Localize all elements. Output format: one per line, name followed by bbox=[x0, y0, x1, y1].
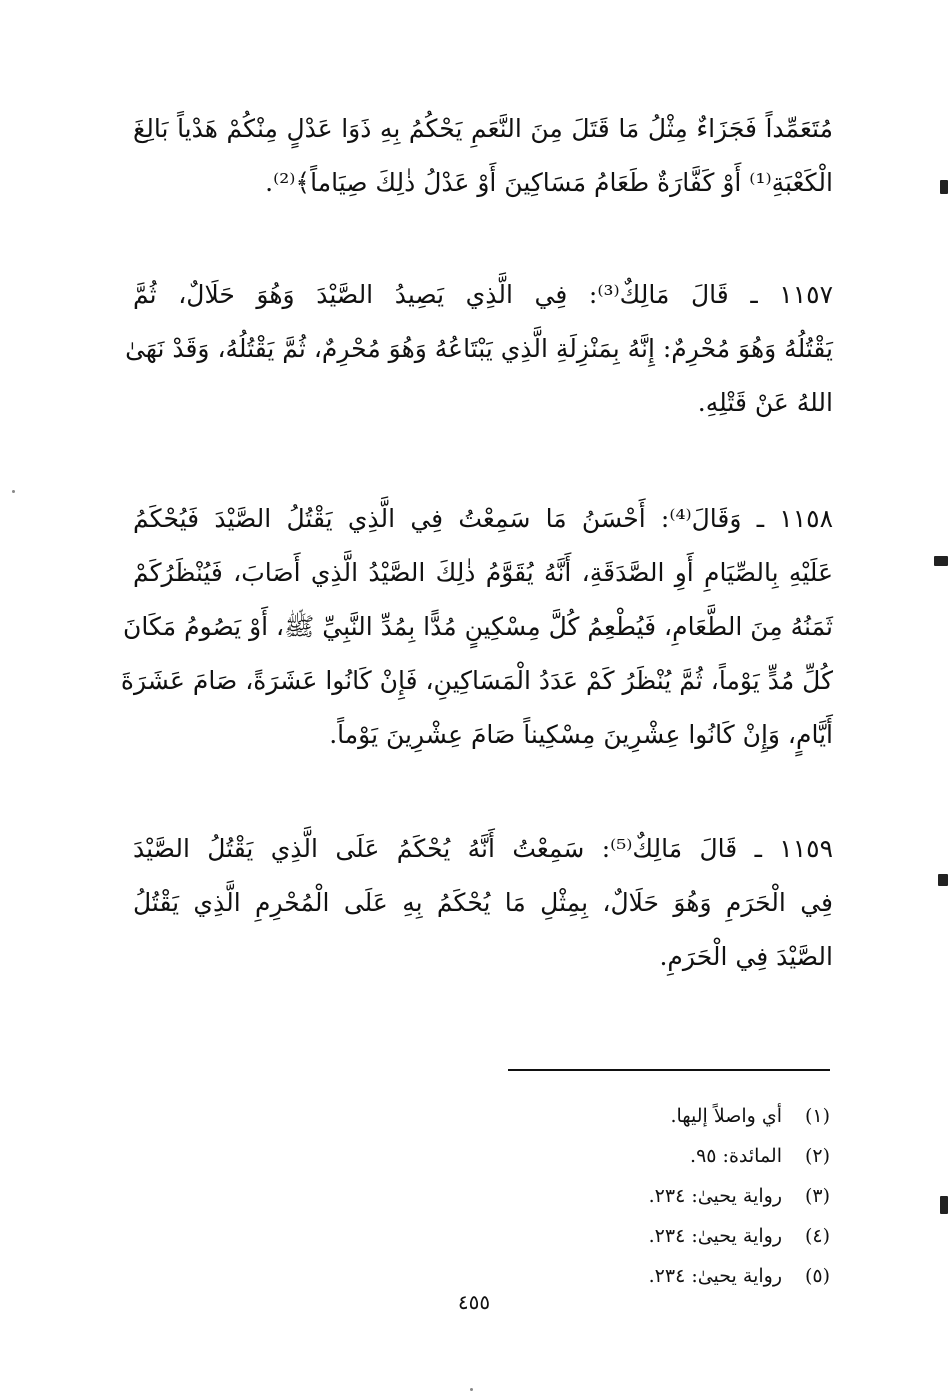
footnote-item bbox=[560, 1176, 830, 1216]
text-line: فِي الْحَرَمِ وَهُوَ حَلَالٌ، بِمِثْلِ مَا يُحْكَمُ بِهِ عَلَى الْمُحْرِمِ الَّذِي يَقْتُلُ bbox=[133, 888, 833, 917]
footnote-text: المائدة: ٩٥. bbox=[690, 1145, 782, 1167]
text-line: مُتَعَمِّداً فَجَزَاءٌ مِثْلُ مَا قَتَلَ مِنَ النَّعَمِ يَحْكُمُ بِهِ ذَوَا عَدْلٍ مِنْكُمْ هَدْياً بَالِغَ bbox=[133, 114, 833, 143]
scan-speck bbox=[12, 490, 15, 493]
scan-edge-mark bbox=[938, 874, 948, 886]
text-line: ١١٥٧ ـ قَالَ مَالِكٌ⁽³⁾: فِي الَّذِي يَصِيدُ الصَّيْدَ وَهُوَ حَلَالٌ، ثُمَّ bbox=[133, 280, 833, 309]
footnote-item bbox=[560, 1136, 830, 1176]
scan-edge-mark bbox=[940, 1196, 948, 1214]
footnote-number: (٥) bbox=[804, 1265, 830, 1287]
footnote-number: (٣) bbox=[804, 1185, 830, 1207]
footnote-divider bbox=[508, 1069, 830, 1071]
footnote-text: رواية يحيىٰ: ٢٣٤. bbox=[648, 1185, 782, 1207]
footnotes-list bbox=[560, 1096, 830, 1296]
footnote-text: رواية يحيىٰ: ٢٣٤. bbox=[648, 1225, 782, 1247]
footnote-item bbox=[560, 1096, 830, 1136]
text-line: اللهُ عَنْ قَتْلِهِ. bbox=[697, 388, 833, 417]
text-line: كُلِّ مُدٍّ يَوْماً، ثُمَّ يُنْظَرُ كَمْ عَدَدُ الْمَسَاكِينِ، فَإِنْ كَانُوا عَشَرَةً، صَامَ عَشَرَةَ bbox=[120, 666, 833, 695]
paragraph-1157 bbox=[125, 268, 833, 430]
scan-edge-mark bbox=[940, 180, 948, 194]
paragraph-1159 bbox=[133, 822, 833, 984]
text-line: أَيَّامٍ، وَإِنْ كَانُوا عِشْرِينَ مِسْكِيناً صَامَ عِشْرِينَ يَوْماً. bbox=[329, 720, 833, 749]
footnote-item bbox=[560, 1216, 830, 1256]
text-line: يَقْتُلُهُ وَهُوَ مُحْرِمٌ: إِنَّهُ بِمَنْزِلَةِ الَّذِي يَبْتَاعُهُ وَهُوَ مُحْرِمٌ، ثُمَّ يَقْتُلُهُ، وَقَدْ نَهَىٰ bbox=[125, 334, 833, 363]
footnote-number: (٤) bbox=[804, 1225, 830, 1247]
text-line: ثَمَنُهُ مِنَ الطَّعَامِ، فَيُطْعِمُ كُلَّ مِسْكِينٍ مُدًّا بِمُدِّ النَّبِيِّ ﷺ، أَوْ يَصُومُ مَكَانَ bbox=[122, 612, 833, 641]
text-line: الْكَعْبَةِ⁽¹⁾ أَوْ كَفَّارَةٌ طَعَامُ مَسَاكِينَ أَوْ عَدْلُ ذٰلِكَ صِيَاماً﴾⁽²⁾. bbox=[265, 168, 833, 197]
text-line: الصَّيْدَ فِي الْحَرَمِ. bbox=[659, 942, 833, 971]
footnote-number: (٢) bbox=[804, 1145, 830, 1167]
text-line: ١١٥٩ ـ قَالَ مَالِكٌ⁽⁵⁾: سَمِعْتُ أَنَّهُ يُحْكَمُ عَلَى الَّذِي يَقْتُلُ الصَّيْدَ bbox=[133, 834, 834, 863]
paragraph-1158 bbox=[120, 492, 833, 762]
text-line: عَلَيْهِ بِالصِّيَامِ أَوِ الصَّدَقَةِ، أَنَّهُ يُقَوَّمُ ذٰلِكَ الصَّيْدُ الَّذِي أَصَابَ، فَيُنْظَرُكَمْ bbox=[133, 558, 833, 587]
footnote-text: أي واصلاً إليها. bbox=[670, 1105, 782, 1127]
text-line: ١١٥٨ ـ وَقَالَ⁽⁴⁾: أَحْسَنُ مَا سَمِعْتُ فِي الَّذِي يَقْتُلُ الصَّيْدَ فَيُحْكَمُ bbox=[133, 504, 833, 533]
verse-continuation-paragraph bbox=[133, 102, 833, 210]
footnote-number: (١) bbox=[804, 1105, 830, 1127]
page-number: ٤٥٥ bbox=[457, 1290, 491, 1314]
footnote-text: رواية يحيىٰ: ٢٣٤. bbox=[648, 1265, 782, 1287]
scan-speck bbox=[470, 1388, 473, 1391]
scan-edge-mark bbox=[934, 556, 948, 566]
